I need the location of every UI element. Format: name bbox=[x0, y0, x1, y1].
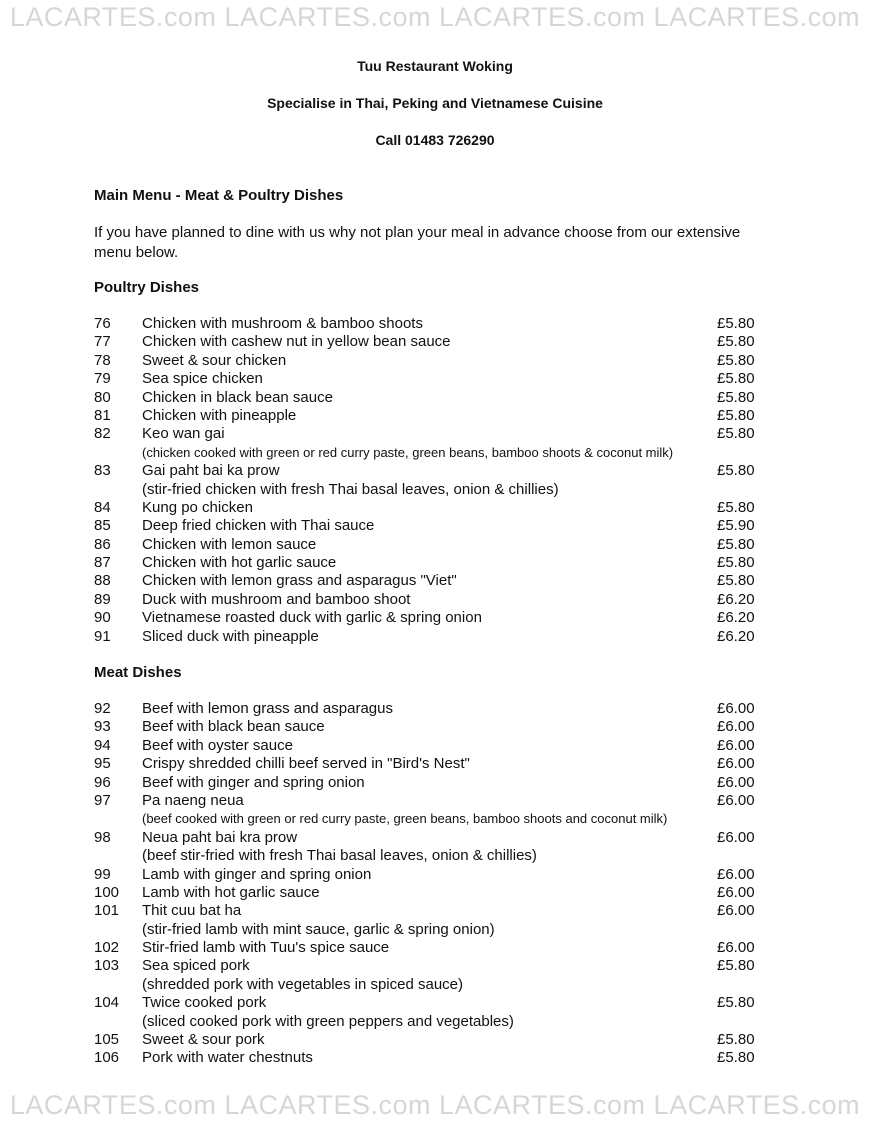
dish-number: 78 bbox=[94, 351, 111, 369]
dish-name: Chicken with mushroom & bamboo shoots bbox=[142, 315, 423, 332]
dish-number: 93 bbox=[94, 718, 111, 736]
dish-name: Chicken with hot garlic sauce bbox=[142, 554, 337, 572]
dish-price: £6.00 bbox=[717, 883, 755, 901]
dish-name: Sliced duck with pineapple bbox=[142, 627, 319, 645]
menu-item bbox=[94, 939, 774, 957]
dish-price: £6.20 bbox=[717, 609, 755, 627]
menu-item bbox=[94, 718, 774, 736]
dish-price: £5.80 bbox=[717, 462, 755, 480]
dish-price: £6.20 bbox=[717, 627, 755, 645]
dish-price: £5.80 bbox=[717, 1031, 755, 1049]
menu-item bbox=[94, 628, 774, 646]
meat-section-title: Meat Dishes bbox=[94, 664, 182, 681]
dish-name: Vietnamese roasted duck with garlic & spring onion bbox=[142, 609, 482, 627]
restaurant-phone: Call 01483 726290 bbox=[375, 132, 495, 148]
dish-number: 94 bbox=[94, 736, 111, 754]
menu-item bbox=[94, 792, 774, 829]
dish-price: £5.80 bbox=[717, 1049, 755, 1067]
dish-name: Duck with mushroom and bamboo shoot bbox=[142, 590, 411, 608]
dish-number: 86 bbox=[94, 535, 111, 553]
menu-item-row bbox=[94, 407, 774, 425]
dish-name: Sea spice chicken bbox=[142, 370, 263, 388]
menu-item-row bbox=[94, 902, 774, 920]
restaurant-name: Tuu Restaurant Woking bbox=[357, 58, 513, 74]
dish-price: £5.80 bbox=[717, 535, 755, 553]
menu-item bbox=[94, 591, 774, 609]
dish-name: Stir-fried lamb with Tuu's spice sauce bbox=[142, 939, 390, 957]
dish-description: (stir-fried lamb with mint sauce, garlic & spring onion) bbox=[142, 920, 495, 938]
menu-item-row bbox=[94, 884, 774, 902]
menu-item-row bbox=[94, 866, 774, 884]
dish-description: (sliced cooked pork with green peppers and vegetables) bbox=[142, 1012, 514, 1030]
menu-item bbox=[94, 333, 774, 351]
dish-number: 98 bbox=[94, 828, 111, 846]
dish-name: Chicken in black bean sauce bbox=[142, 388, 333, 406]
menu-item bbox=[94, 1049, 774, 1067]
dish-name: Thit cuu bat ha bbox=[142, 902, 242, 920]
menu-item-row bbox=[94, 939, 774, 957]
dish-price: £6.00 bbox=[717, 700, 755, 717]
menu-item bbox=[94, 315, 774, 333]
menu-item-row bbox=[94, 389, 774, 407]
menu-item-row bbox=[94, 792, 774, 810]
dish-name: Lamb with ginger and spring onion bbox=[142, 865, 372, 883]
menu-item bbox=[94, 536, 774, 554]
dish-price: £5.80 bbox=[717, 370, 755, 388]
menu-item-row bbox=[94, 315, 774, 333]
dish-price: £6.00 bbox=[717, 736, 755, 754]
dish-number: 99 bbox=[94, 865, 111, 883]
dish-name: Sweet & sour chicken bbox=[142, 351, 287, 369]
dish-price: £5.80 bbox=[717, 425, 755, 443]
watermark-bottom: LACARTES.com LACARTES.com LACARTES.com LACARTES.com bbox=[9, 1090, 861, 1120]
dish-number: 96 bbox=[94, 773, 111, 791]
dish-name: Beef with black bean sauce bbox=[142, 718, 325, 736]
dish-number: 101 bbox=[94, 902, 120, 920]
dish-number: 85 bbox=[94, 517, 111, 535]
poultry-section-title: Poultry Dishes bbox=[94, 279, 200, 296]
menu-item-row bbox=[94, 957, 774, 975]
dish-name: Kung po chicken bbox=[142, 498, 253, 516]
menu-item bbox=[94, 755, 774, 773]
dish-name: Chicken with pineapple bbox=[142, 406, 297, 424]
menu-item-row bbox=[94, 1031, 774, 1049]
dish-price: £6.20 bbox=[717, 590, 755, 608]
dish-price: £6.00 bbox=[717, 791, 755, 809]
dish-price: £5.80 bbox=[717, 572, 755, 590]
dish-price: £5.80 bbox=[717, 957, 755, 975]
dish-name: Chicken with lemon sauce bbox=[142, 535, 317, 553]
dish-price: £6.00 bbox=[717, 828, 755, 846]
menu-item bbox=[94, 994, 774, 1031]
dish-price: £6.00 bbox=[717, 755, 755, 773]
restaurant-tagline: Specialise in Thai, Peking and Vietnamese Cuisine bbox=[267, 95, 603, 111]
menu-item bbox=[94, 1031, 774, 1049]
menu-item bbox=[94, 352, 774, 370]
menu-item-row bbox=[94, 700, 774, 718]
menu-item bbox=[94, 902, 774, 939]
menu-item bbox=[94, 700, 774, 718]
dish-number: 88 bbox=[94, 572, 111, 590]
dish-number: 81 bbox=[94, 406, 111, 424]
menu-item-row bbox=[94, 755, 774, 773]
dish-price: £6.00 bbox=[717, 939, 755, 957]
menu-item bbox=[94, 866, 774, 884]
menu-item bbox=[94, 554, 774, 572]
dish-description: (chicken cooked with green or red curry paste, green beans, bamboo shoots & coconut milk) bbox=[142, 444, 674, 460]
dish-number: 102 bbox=[94, 939, 120, 957]
dish-description: (beef stir-fried with fresh Thai basal leaves, onion & chillies) bbox=[142, 847, 537, 865]
menu-item-row bbox=[94, 774, 774, 792]
dish-price: £6.00 bbox=[717, 902, 755, 920]
dish-number: 79 bbox=[94, 370, 111, 388]
dish-price: £5.80 bbox=[717, 498, 755, 516]
menu-item bbox=[94, 609, 774, 627]
dish-price: £6.00 bbox=[717, 865, 755, 883]
menu-item-row bbox=[94, 609, 774, 627]
dish-price: £5.80 bbox=[717, 351, 755, 369]
menu-item-row bbox=[94, 829, 774, 847]
dish-name: Chicken with cashew nut in yellow bean sauce bbox=[142, 333, 451, 351]
intro-paragraph: If you have planned to dine with us why not plan your meal in advance choose from our extensive menu below. bbox=[94, 224, 741, 261]
dish-number: 89 bbox=[94, 590, 111, 608]
menu-item bbox=[94, 499, 774, 517]
menu-item bbox=[94, 572, 774, 590]
dish-description: (stir-fried chicken with fresh Thai basal leaves, onion & chillies) bbox=[142, 480, 559, 498]
dish-number: 105 bbox=[94, 1031, 120, 1049]
dish-number: 90 bbox=[94, 609, 111, 627]
dish-name: Neua paht bai kra prow bbox=[142, 828, 298, 846]
dish-number: 84 bbox=[94, 498, 111, 516]
dish-name: Beef with ginger and spring onion bbox=[142, 773, 365, 791]
dish-number: 104 bbox=[94, 994, 120, 1012]
dish-name: Sweet & sour pork bbox=[142, 1031, 265, 1049]
menu-item-row bbox=[94, 1049, 774, 1067]
menu-item-row bbox=[94, 333, 774, 351]
dish-number: 80 bbox=[94, 388, 111, 406]
menu-item-row bbox=[94, 370, 774, 388]
menu-item-row bbox=[94, 499, 774, 517]
dish-number: 76 bbox=[94, 315, 111, 332]
watermark-top: LACARTES.com LACARTES.com LACARTES.com LACARTES.com bbox=[9, 2, 861, 32]
menu-item-row bbox=[94, 352, 774, 370]
menu-item-row bbox=[94, 554, 774, 572]
dish-name: Beef with oyster sauce bbox=[142, 736, 293, 754]
menu-item-row bbox=[94, 517, 774, 535]
dish-number: 92 bbox=[94, 700, 111, 717]
menu-item bbox=[94, 407, 774, 425]
dish-price: £5.80 bbox=[717, 406, 755, 424]
menu-item-row bbox=[94, 462, 774, 480]
dish-price: £5.80 bbox=[717, 315, 755, 332]
dish-number: 103 bbox=[94, 957, 120, 975]
dish-number: 91 bbox=[94, 627, 111, 645]
dish-name: Keo wan gai bbox=[142, 425, 225, 443]
menu-item bbox=[94, 389, 774, 407]
dish-name: Twice cooked pork bbox=[142, 994, 267, 1012]
dish-number: 87 bbox=[94, 554, 111, 572]
menu-item bbox=[94, 462, 774, 499]
menu-item-row bbox=[94, 591, 774, 609]
dish-price: £5.80 bbox=[717, 994, 755, 1012]
dish-name: Lamb with hot garlic sauce bbox=[142, 883, 320, 901]
menu-item-row bbox=[94, 718, 774, 736]
menu-item-row bbox=[94, 628, 774, 646]
main-menu-title: Main Menu - Meat & Poultry Dishes bbox=[94, 187, 344, 204]
menu-item-row bbox=[94, 572, 774, 590]
menu-item bbox=[94, 425, 774, 462]
dish-name: Gai paht bai ka prow bbox=[142, 462, 280, 480]
dish-price: £5.90 bbox=[717, 517, 755, 535]
dish-description: (beef cooked with green or red curry paste, green beans, bamboo shoots and coconut milk) bbox=[142, 811, 668, 827]
dish-name: Beef with lemon grass and asparagus bbox=[142, 700, 393, 717]
menu-item-row bbox=[94, 737, 774, 755]
dish-name: Chicken with lemon grass and asparagus "Viet" bbox=[142, 572, 457, 590]
dish-number: 97 bbox=[94, 791, 111, 809]
menu-item bbox=[94, 370, 774, 388]
menu-item bbox=[94, 829, 774, 866]
menu-item bbox=[94, 884, 774, 902]
menu-item bbox=[94, 957, 774, 994]
dish-price: £5.80 bbox=[717, 554, 755, 572]
dish-name: Deep fried chicken with Thai sauce bbox=[142, 517, 375, 535]
dish-name: Crispy shredded chilli beef served in "Bird's Nest" bbox=[142, 755, 470, 773]
dish-price: £5.80 bbox=[717, 388, 755, 406]
dish-number: 77 bbox=[94, 333, 111, 351]
dish-number: 106 bbox=[94, 1049, 120, 1067]
menu-item bbox=[94, 517, 774, 535]
menu-item-row bbox=[94, 994, 774, 1012]
menu-item bbox=[94, 737, 774, 755]
poultry-dish-list bbox=[94, 315, 774, 646]
dish-name: Pork with water chestnuts bbox=[142, 1049, 313, 1067]
dish-number: 95 bbox=[94, 755, 111, 773]
menu-item bbox=[94, 774, 774, 792]
dish-price: £6.00 bbox=[717, 718, 755, 736]
menu-item-row bbox=[94, 536, 774, 554]
dish-price: £6.00 bbox=[717, 773, 755, 791]
menu-item-row bbox=[94, 425, 774, 443]
meat-dish-list bbox=[94, 700, 774, 1068]
dish-name: Sea spiced pork bbox=[142, 957, 250, 975]
dish-number: 83 bbox=[94, 462, 111, 480]
dish-description: (shredded pork with vegetables in spiced sauce) bbox=[142, 975, 464, 993]
dish-price: £5.80 bbox=[717, 333, 755, 351]
dish-number: 100 bbox=[94, 883, 120, 901]
dish-name: Pa naeng neua bbox=[142, 791, 244, 809]
dish-number: 82 bbox=[94, 425, 111, 443]
